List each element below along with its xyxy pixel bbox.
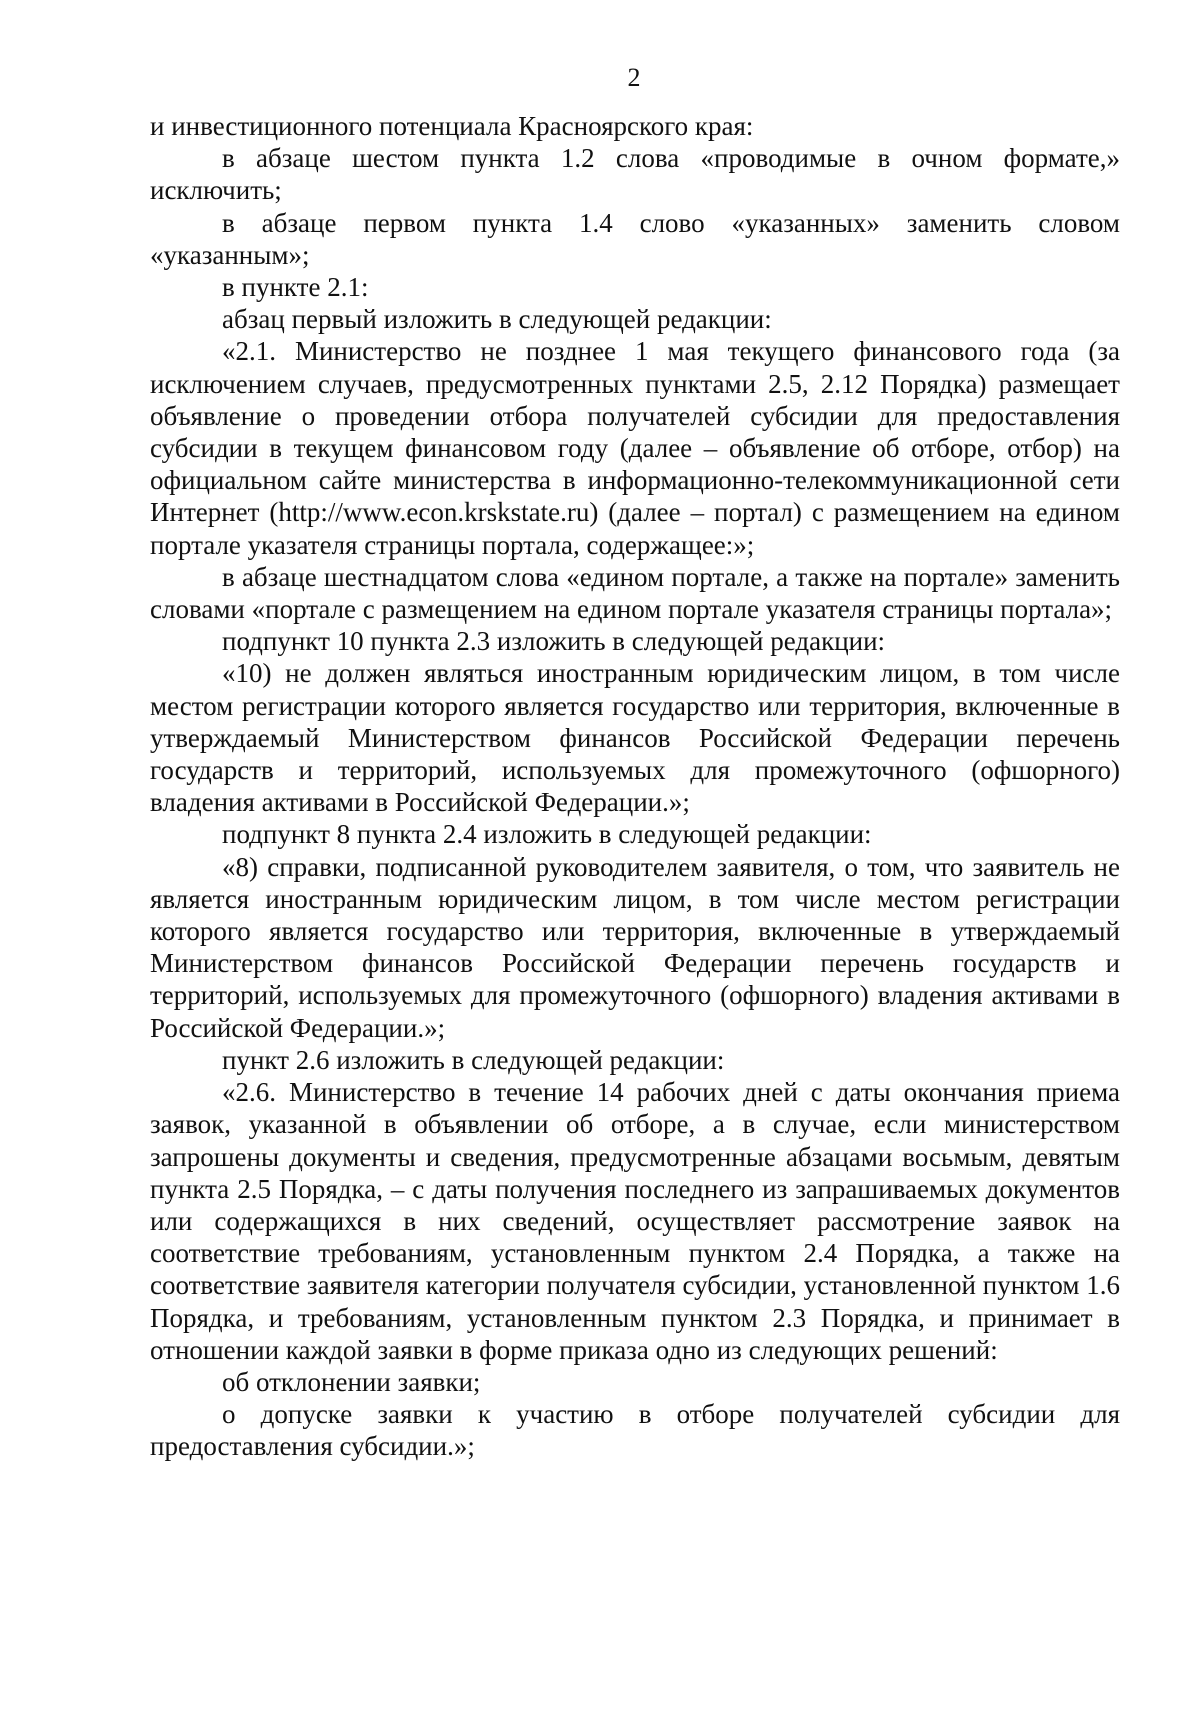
- paragraph-point-2-6-intro: пункт 2.6 изложить в следующей редакции:: [222, 1044, 725, 1075]
- paragraph-subpoint-10-intro: подпункт 10 пункта 2.3 изложить в следующей редакции:: [222, 626, 886, 657]
- paragraph-point-2-6-text: «2.6. Министерство в течение 14 рабочих дней с даты окончания приема заявок, указанной в объявлении об отборе, а в случае, если министерством запрошены документы и сведения, предусмотренные абзацами восьмым, девятым пункта 2.5 Порядка, – с даты получения последнего из запрашиваемых документов или содержащихся в них сведений, осуществляет рассмотрение заявок на соответствие требованиям, установленным пунктом 2.4 Порядка, а также на соответствие заявителя категории получателя субсидии, установленной пунктом 1.6 Порядка, и требованиям, установленным пунктом 2.3 Порядка, и принимает в отношении каждой заявки в форме приказа одно из следующих решений:: [150, 1077, 1120, 1365]
- paragraph-decision-reject: об отклонении заявки;: [222, 1366, 481, 1397]
- paragraph-point-2-1-heading: в пункте 2.1:: [222, 272, 369, 303]
- paragraph-amend-1-2: в абзаце шестом пункта 1.2 слова «проводимые в очном формате,» исключить;: [150, 143, 1120, 206]
- paragraph-subpoint-8-intro: подпункт 8 пункта 2.4 изложить в следующей редакции:: [222, 819, 872, 850]
- document-body: [150, 110, 1120, 1463]
- paragraph-sixteenth-para: в абзаце шестнадцатом слова «едином портале, а также на портале» заменить словами «портале с размещением на едином портале указателя страницы портала»;: [150, 561, 1120, 625]
- paragraph-amend-1-4: в абзаце первом пункта 1.4 слово «указанных» заменить словом «указанным»;: [150, 207, 1120, 270]
- page-number: 2: [627, 63, 641, 92]
- paragraph-first-para-intro: абзац первый изложить в следующей редакции:: [222, 304, 772, 335]
- paragraph-subpoint-10-text: «10) не должен являться иностранным юридическим лицом, в том числе местом регистрации которого является государство или территория, включенные в утверждаемый Министерством финансов Российской Федерации перечень государств и территорий, используемых для промежуточного (офшорного) владения активами в Российской Федерации.»;: [150, 658, 1120, 818]
- paragraph-2-1-new-text: «2.1. Министерство не позднее 1 мая текущего финансового года (за исключением случаев, предусмотренных пунктами 2.5, 2.12 Порядка) размещает объявление о проведении отбора получателей субсидии для предоставления субсидии в текущем финансовом году (далее – объявление об отборе, отбор) на официальном сайте министерства в информационно-телекоммуникационной сети Интернет (http://www.econ.krskstate.ru) (далее – портал) с размещением на едином портале указателя страницы портала, содержащее:»;: [150, 336, 1120, 560]
- paragraph-subpoint-8-text: «8) справки, подписанной руководителем заявителя, о том, что заявитель не является иностранным юридическим лицом, в том числе местом регистрации которого является государство или территория, включенные в утверждаемый Министерством финансов Российской Федерации перечень государств и территорий, используемых для промежуточного (офшорного) владения активами в Российской Федерации.»;: [150, 851, 1120, 1043]
- paragraph-continuation: и инвестиционного потенциала Красноярского края:: [150, 111, 754, 141]
- paragraph-decision-admit: о допуске заявки к участию в отборе получателей субсидии для предоставления субсидии.»;: [150, 1399, 1120, 1462]
